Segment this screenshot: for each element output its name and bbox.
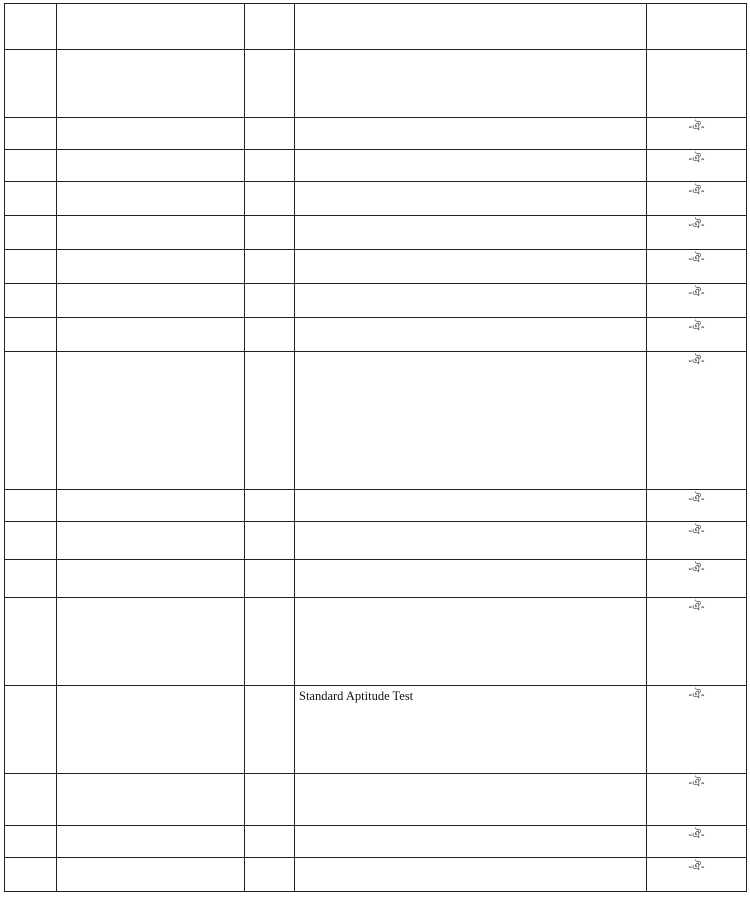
post-cell [57, 150, 245, 182]
excluded-districts-cell: -ঐ- [647, 560, 747, 598]
post-cell [57, 826, 245, 858]
table-row [5, 318, 747, 352]
excluded-districts-cell: -ঐ- [647, 774, 747, 826]
excluded-districts-cell: -ঐ- [647, 250, 747, 284]
qualification-english-term: Standard Aptitude Test [299, 689, 414, 703]
serial-cell [5, 250, 57, 284]
header-post-and-scale [57, 4, 245, 50]
post-cell [57, 216, 245, 250]
qualification-cell [295, 50, 647, 118]
qualification-cell [295, 318, 647, 352]
excluded-districts-cell: -ঐ- [647, 182, 747, 216]
post-count-cell [245, 182, 295, 216]
header-serial [5, 4, 57, 50]
serial-cell [5, 490, 57, 522]
excluded-districts-cell: -ঐ- [647, 284, 747, 318]
qualification-cell [295, 560, 647, 598]
table-row [5, 858, 747, 892]
post-cell [57, 858, 245, 892]
serial-cell [5, 686, 57, 774]
post-cell [57, 284, 245, 318]
post-count-cell [245, 826, 295, 858]
table-row [5, 352, 747, 490]
excluded-districts-cell: -ঐ- [647, 490, 747, 522]
post-cell [57, 598, 245, 686]
table-row [5, 490, 747, 522]
table-row [5, 686, 747, 774]
serial-cell [5, 150, 57, 182]
serial-cell [5, 598, 57, 686]
post-cell [57, 774, 245, 826]
post-cell [57, 686, 245, 774]
serial-cell [5, 118, 57, 150]
qualification-cell [295, 352, 647, 490]
qualification-cell [295, 598, 647, 686]
header-excluded-districts [647, 4, 747, 50]
post-count-cell [245, 216, 295, 250]
post-count-cell [245, 118, 295, 150]
table-row [5, 522, 747, 560]
qualification-cell [295, 826, 647, 858]
excluded-districts-cell: -ঐ- [647, 318, 747, 352]
post-count-cell [245, 858, 295, 892]
qualification-cell [295, 216, 647, 250]
table-row [5, 250, 747, 284]
recruitment-table [4, 3, 747, 892]
post-count-cell [245, 522, 295, 560]
qualification-cell [295, 686, 647, 774]
table-row [5, 118, 747, 150]
table-row [5, 150, 747, 182]
header-qualification [295, 4, 647, 50]
excluded-districts-cell: -ঐ- [647, 826, 747, 858]
table-row [5, 774, 747, 826]
excluded-districts-cell: -ঐ- [647, 118, 747, 150]
table-row [5, 598, 747, 686]
post-count-cell [245, 352, 295, 490]
serial-cell [5, 560, 57, 598]
table-row [5, 826, 747, 858]
post-cell [57, 250, 245, 284]
qualification-cell [295, 182, 647, 216]
post-cell [57, 182, 245, 216]
table-row [5, 216, 747, 250]
excluded-districts-cell: -ঐ- [647, 150, 747, 182]
qualification-cell [295, 150, 647, 182]
post-count-cell [245, 490, 295, 522]
post-cell [57, 522, 245, 560]
table-row [5, 284, 747, 318]
header-row [5, 4, 747, 50]
post-count-cell [245, 318, 295, 352]
post-count-cell [245, 686, 295, 774]
excluded-districts-cell: -ঐ- [647, 216, 747, 250]
post-count-cell [245, 598, 295, 686]
post-cell [57, 490, 245, 522]
table-row [5, 560, 747, 598]
serial-cell [5, 826, 57, 858]
post-count-cell [245, 50, 295, 118]
post-cell [57, 50, 245, 118]
qualification-cell [295, 522, 647, 560]
qualification-cell [295, 284, 647, 318]
serial-cell [5, 318, 57, 352]
excluded-districts-cell: -ঐ- [647, 352, 747, 490]
post-count-cell [245, 560, 295, 598]
post-count-cell [245, 250, 295, 284]
table-row [5, 50, 747, 118]
serial-cell [5, 182, 57, 216]
serial-cell [5, 284, 57, 318]
post-count-cell [245, 150, 295, 182]
excluded-districts-cell: -ঐ- [647, 522, 747, 560]
excluded-districts-cell: -ঐ- [647, 598, 747, 686]
qualification-cell [295, 774, 647, 826]
post-cell [57, 318, 245, 352]
serial-cell [5, 352, 57, 490]
qualification-cell [295, 118, 647, 150]
post-cell [57, 560, 245, 598]
serial-cell [5, 216, 57, 250]
serial-cell [5, 50, 57, 118]
post-count-cell [245, 774, 295, 826]
qualification-cell [295, 858, 647, 892]
serial-cell [5, 858, 57, 892]
excluded-districts-cell: -ঐ- [647, 858, 747, 892]
post-cell [57, 118, 245, 150]
excluded-districts-cell: -ঐ- [647, 686, 747, 774]
post-count-cell [245, 284, 295, 318]
serial-cell [5, 522, 57, 560]
header-post-count [245, 4, 295, 50]
excluded-districts-cell [647, 50, 747, 118]
qualification-cell [295, 250, 647, 284]
serial-cell [5, 774, 57, 826]
table-row [5, 182, 747, 216]
qualification-cell [295, 490, 647, 522]
post-cell [57, 352, 245, 490]
